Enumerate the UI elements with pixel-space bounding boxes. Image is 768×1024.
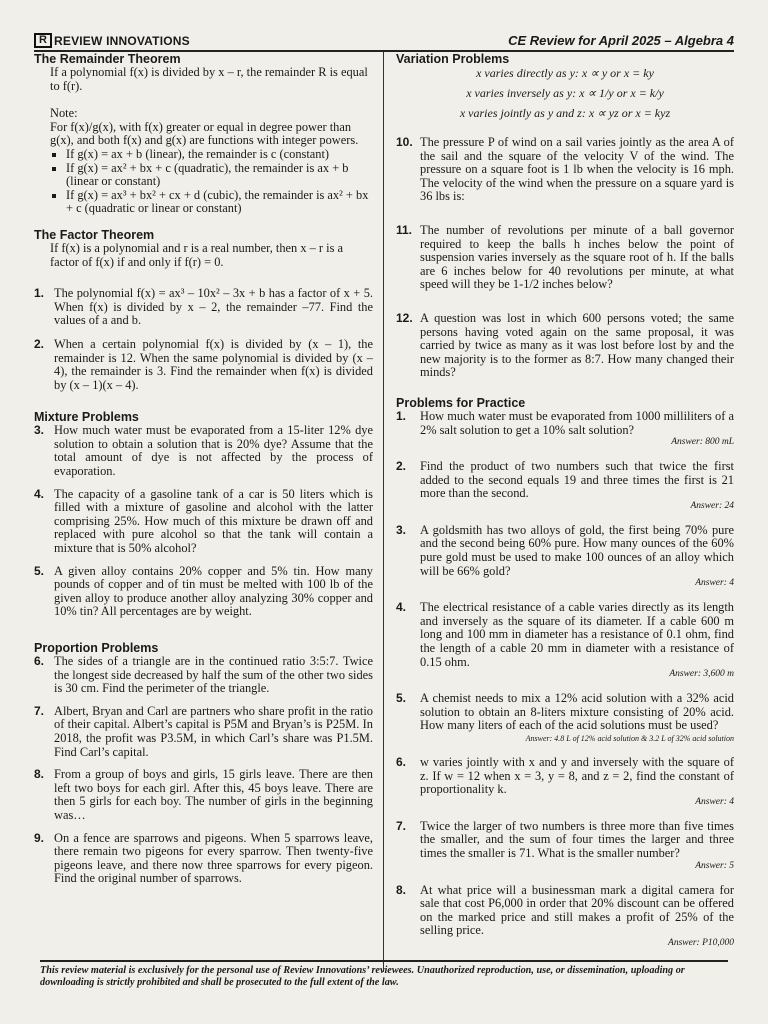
factor-statement: If f(x) is a polynomial and r is a real number, then x – r is a factor of f(x) if and only if f(r) = 0. [50, 240, 344, 269]
problem-list [396, 136, 734, 380]
problem-item: 1. The polynomial f(x) = ax³ – 10x² – 3x + b has a factor of x + 5. When f(x) is divided by x – 2, the remainder –77. Find the values of a and b. [34, 286, 373, 328]
answer-label: Answer: 5 [695, 860, 734, 871]
practice-item: 3. A goldsmith has two alloys of gold, the first being 70% pure and the second being 60% pure. How many ounces of the 60% pure gold must be used to make 100 ounces of an alloy which will be 66% gold? Answer: 4 [396, 522, 734, 589]
brand-logo [34, 33, 190, 48]
answer-label: Answer: 4.8 L of 12% acid solution & 3.2 L of 32% acid solution [525, 734, 734, 743]
brand-name: REVIEW INNOVATIONS [54, 33, 190, 48]
logo-mark: R [34, 33, 52, 48]
answer-label: Answer: 4 [695, 796, 734, 807]
problem-item: 10. The pressure P of wind on a sail varies jointly as the area A of the sail and the square of the velocity V of the wind. The pressure on a square foot is 1 lb when the velocity is 16 mph. The velocity of the wind when the pressure on a square yard is 36 lbs is: [396, 135, 734, 204]
practice-item: 8. At what price will a businessman mark a digital camera for sale that cost P6,000 in order that 20% discount can be offered on the marked price and still makes a profit of 25% of the selling price. Answer: P10,000 [396, 882, 734, 948]
section-title-practice: Problems for Practice [396, 395, 526, 410]
page-header [34, 26, 734, 52]
problem-item: 4. The capacity of a gasoline tank of a car is 50 liters which is filled with a mixture of gasoline and alcohol with the latter comprising 25%. How much of this mixture be drawn off and replaced with pure alcohol so that the tank will contain a mixture that is 50% alcohol? [34, 486, 373, 556]
bullet-item: ▪ If g(x) = ax³ + bx² + cx + d (cubic), the remainder is ax² + bx + c (quadratic or linear or constant) [66, 189, 373, 216]
formula-direct: x varies directly as y: x ∝ y or x = ky [476, 66, 654, 80]
problem-item: 5. A given alloy contains 20% copper and 5% tin. How many pounds of copper and of tin must be melted with 100 lb of the given alloy to produce another alloy analyzing 30% copper and 10% tin? All percentages are by weight. [34, 563, 373, 619]
note-text: For f(x)/g(x), with f(x) greater or equal in degree power than g(x), and both f(x) and g(x) are functions with integer powers. [50, 119, 359, 148]
practice-item: 7. Twice the larger of two numbers is three more than five times the smaller, and the sum of four times the larger and three times the smaller is 71. What is the smaller number? Answer: 5 [396, 818, 734, 871]
answer-label: Answer: P10,000 [668, 937, 734, 948]
problem-item: 7. Albert, Bryan and Carl are partners who share profit in the ratio of their capital. Albert’s capital is P5M and Bryan’s is P25M. In 2018, the profit was P3.5M, in which Carl’s share was P1.5M. Find Carl’s capital. [34, 703, 373, 759]
bullet-item: ▪ If g(x) = ax² + bx + c (quadratic), the remainder is ax + b (linear or constant) [66, 162, 373, 189]
section-title-proportion: Proportion Problems [34, 641, 159, 655]
left-column [34, 52, 384, 972]
practice-list [396, 410, 734, 949]
problem-item: 12. A question was lost in which 600 persons voted; the same persons having voted again on the same proposal, it was carried by twice as many as it was lost before lost by and the new majority is to the former as 8:7. How many changed their minds? [396, 310, 734, 380]
problem-item: 6. The sides of a triangle are in the continued ratio 3:5:7. Twice the longest side decreased by half the sum of the other two sides is 30 cm. Find the perimeter of the triangle. [34, 654, 373, 696]
problem-list [34, 424, 373, 619]
problem-list [34, 655, 373, 886]
section-title-mixture: Mixture Problems [34, 410, 139, 425]
formula-joint: x varies jointly as y and z: x ∝ yz or x = kyz [459, 106, 671, 120]
two-column-body [34, 52, 734, 972]
problem-item: 9. On a fence are sparrows and pigeons. When 5 sparrows leave, there remain two pigeons for every sparrow. Then twenty-five pigeons leave, and there now three sparrows for every pigeon. Find the original number of sparrows. [34, 830, 373, 886]
remainder-bullets [34, 148, 373, 216]
practice-item: 1. How much water must be evaporated from 1000 milliliters of a 2% salt solution to get a 10% salt solution? Answer: 800 mL [396, 408, 734, 448]
formula-inverse: x varies inversely as y: x ∝ 1/y or x = k/y [466, 86, 664, 100]
section-title-remainder: The Remainder Theorem [34, 52, 181, 66]
problem-item: 11. The number of revolutions per minute of a ball governor required to keep the balls h inches below the point of suspension varies inversely as the square root of h. If the balls are 6 inches below for 40 revolutions per minute, at what speed will they be 1-1/2 inches below? [396, 222, 734, 292]
problem-list [34, 287, 373, 392]
practice-item: 6. w varies jointly with x and y and inversely with the square of z. If w = 12 when x = 3, y = 8, and z = 2, find the constant of proportionality k. Answer: 4 [396, 755, 734, 807]
answer-label: Answer: 800 mL [671, 437, 734, 448]
answer-label: Answer: 4 [695, 578, 734, 589]
practice-item: 5. A chemist needs to mix a 12% acid solution with a 32% acid solution to obtain an 8-liters mixture consisting of 20% acid. How many liters of each of the acid solutions must be used? Answer: 4.8 L of 12% acid solution & 3.2 L of 32% acid solution [396, 691, 734, 743]
section-title-variation: Variation Problems [396, 52, 510, 66]
problem-item: 8. From a group of boys and girls, 15 girls leave. There are then left two boys for each girl. After this, 45 boys leave. There are then 5 girls for each boy. The number of girls in the beginning was… [34, 767, 373, 822]
practice-item: 4. The electrical resistance of a cable varies directly as its length and inversely as the square of its diameter. If a cable 600 m long and 100 mm in diameter has a resistance of 0.1 ohm, find the length of a cable 20 mm in diameter with a resistance of 0.15 ohm. Answer: 3,600 m [396, 600, 734, 680]
answer-label: Answer: 24 [690, 500, 734, 511]
copyright-footer: This review material is exclusively for the personal use of Review Innovations’ reviewees. Unauthorized reproduction, use, or dissemination, uploading or downloading is strictly prohibited and shall be prosecuted to the full extent of the law. [40, 960, 728, 989]
bullet-item: ▪ If g(x) = ax + b (linear), the remainder is c (constant) [66, 148, 373, 162]
answer-label: Answer: 3,600 m [669, 669, 734, 680]
section-title-factor: The Factor Theorem [34, 227, 155, 242]
course-title: CE Review for April 2025 – Algebra 4 [508, 33, 734, 48]
practice-item: 2. Find the product of two numbers such that twice the first added to the second equals 19 and three times the first is 21 more than the second. Answer: 24 [396, 459, 734, 511]
right-column [384, 52, 734, 972]
note-label: Note: [50, 106, 78, 121]
problem-item: 3. How much water must be evaporated from a 15-liter 12% dye solution to obtain a solution that is 20% dye? Assume that the total amount of dye is not affected by the process of evaporation. [34, 423, 373, 479]
remainder-statement: If a polynomial f(x) is divided by x – r, the remainder R is equal to f(r). [50, 65, 368, 93]
problem-item: 2. When a certain polynomial f(x) is divided by (x – 1), the remainder is 12. When the same polynomial is divided by (x – 4), the remainder is 3. Find the remainder when f(x) is divided by (x – 1)(x – 4). [34, 336, 373, 392]
